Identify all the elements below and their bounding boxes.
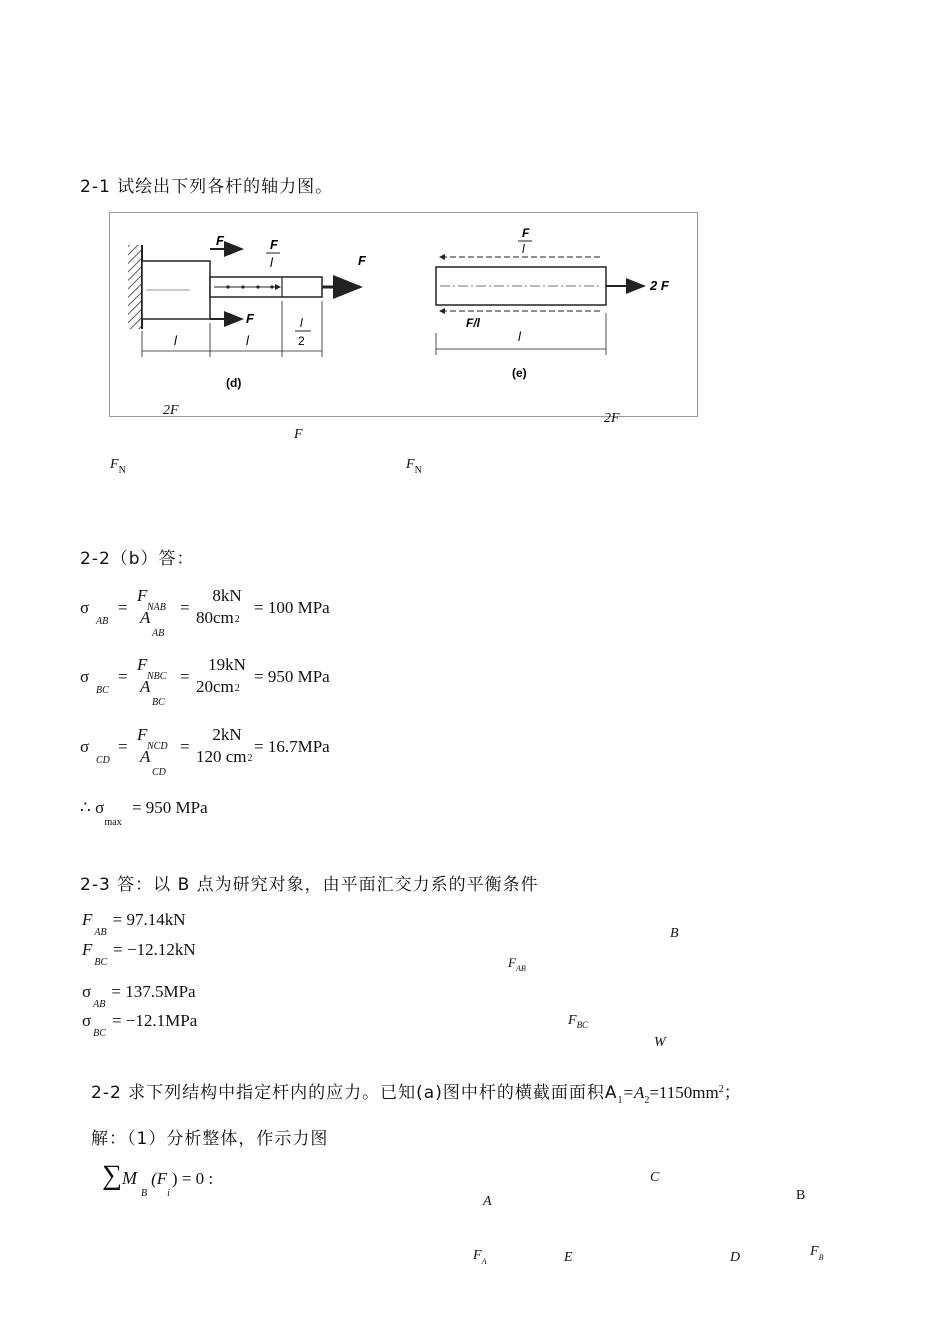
equals-sign: =: [180, 598, 190, 617]
force-subscript: NBC: [147, 671, 167, 682]
label-F-over-l: F/l: [466, 316, 480, 330]
dim-l-1: l: [174, 333, 177, 348]
force-symbol: F: [137, 725, 148, 744]
label-FAB: $F_{AB}$: [508, 955, 526, 973]
label-FB: $F_B$: [810, 1244, 824, 1262]
sigma-subscript: AB: [96, 616, 109, 627]
label-B-struct: B: [796, 1188, 806, 1203]
max-stress-line: ∴ σ $_{max}$ = 950 MPa: [80, 798, 208, 828]
result-line: $F_{BC}= -12.12kN$: [82, 940, 196, 968]
result: = 100 MPa: [254, 598, 330, 617]
equals-sign: =: [118, 737, 128, 756]
dim-l-2: l: [246, 333, 249, 348]
diag-label-FN-left: $F_N$: [110, 457, 126, 476]
caption-e: (e): [512, 366, 527, 380]
label-B: B: [670, 926, 679, 941]
area-symbol: A: [140, 608, 151, 627]
equals-sign: =: [180, 737, 190, 756]
result-line: $F_{AB}= 97.14kN$: [82, 910, 186, 938]
label-e-dist-num: F: [522, 226, 530, 240]
area-subscript: AB: [152, 628, 165, 639]
heading-2-3: 2-3 答：以 B 点为研究对象，由平面汇交力系的平衡条件: [80, 875, 539, 895]
equals-sign: =: [180, 667, 190, 686]
numerator: 19kN: [208, 655, 246, 674]
sigma-subscript: CD: [96, 755, 110, 766]
area-symbol: A: [140, 677, 151, 696]
label-dist-num: F: [270, 237, 278, 252]
label-FBC: $F_{BC}$: [568, 1013, 589, 1030]
heading-2-2b: 2-2（b）答：: [80, 549, 195, 569]
numerator: 2kN: [212, 725, 242, 744]
label-F-right: F: [358, 253, 366, 268]
heading-2-1: 2-1 试绘出下列各杆的轴力图。: [80, 177, 334, 197]
wall-support: [128, 245, 142, 329]
sigma-subscript: BC: [96, 685, 109, 696]
force-subscript: NCD: [147, 741, 168, 752]
equals-sign: =: [118, 667, 128, 686]
dim-l-half-den: 2: [298, 334, 305, 348]
equals-sign: =: [118, 598, 128, 617]
stress-equation-row: [80, 588, 380, 644]
figure-e: [436, 226, 670, 380]
moment-equation: $\sum M_B(F_i) = 0$ :: [102, 1160, 214, 1199]
result: = 950 MPa: [254, 667, 330, 686]
label-A: A: [483, 1194, 492, 1209]
diag-label-F: F: [294, 427, 303, 442]
label-W: W: [654, 1035, 666, 1050]
figure-d: [128, 233, 367, 390]
dim-l-e: l: [518, 329, 521, 344]
label-C: C: [650, 1170, 660, 1185]
label-dist-den: l: [270, 255, 273, 270]
solve-line: 解：（1）分析整体，作示力图: [91, 1129, 329, 1149]
diag-label-FN-right: $F_N$: [406, 457, 422, 476]
area-subscript: CD: [152, 767, 166, 778]
label-2F: 2 F: [650, 278, 669, 293]
force-subscript: NAB: [147, 602, 166, 613]
label-FA: $F_A$: [473, 1248, 487, 1266]
bar-figure: [109, 212, 698, 417]
sigma-symbol: σ: [80, 737, 90, 756]
result-line: $\sigma_{AB}= 137.5MPa$: [82, 982, 196, 1010]
label-e-dist-den: l: [522, 242, 525, 256]
denominator: 20cm2: [196, 677, 240, 696]
sigma-symbol: σ: [80, 667, 90, 686]
label-D: D: [730, 1250, 741, 1265]
denominator: 80cm2: [196, 608, 240, 627]
result-line: $\sigma_{BC}= -12.1MPa$: [82, 1011, 198, 1039]
area-symbol: A: [140, 747, 151, 766]
bar-figure-svg: [110, 213, 699, 418]
label-E: E: [564, 1250, 573, 1265]
numerator: 8kN: [212, 586, 242, 605]
diag-label-2F-left: 2F: [163, 403, 179, 418]
area-subscript: BC: [152, 697, 165, 708]
diag-label-2F-right: 2F: [604, 411, 620, 426]
force-symbol: F: [137, 655, 148, 674]
result: = 16.7MPa: [254, 737, 330, 756]
sigma-symbol: σ: [80, 598, 90, 617]
denominator: 120 cm2: [196, 747, 253, 766]
stress-equation-row: [80, 657, 380, 713]
stress-equation-row: [80, 727, 380, 783]
heading-2-2: 2-2 求下列结构中指定杆内的应力。已知(a)图中杆的横截面面积$A_1=A_2=1150mm^2$；: [91, 1083, 742, 1106]
label-F-bottom: F: [246, 311, 254, 326]
dim-l-half-num: l: [300, 316, 303, 330]
caption-d: (d): [226, 376, 242, 390]
label-F-top: F: [216, 233, 224, 248]
force-symbol: F: [137, 586, 148, 605]
